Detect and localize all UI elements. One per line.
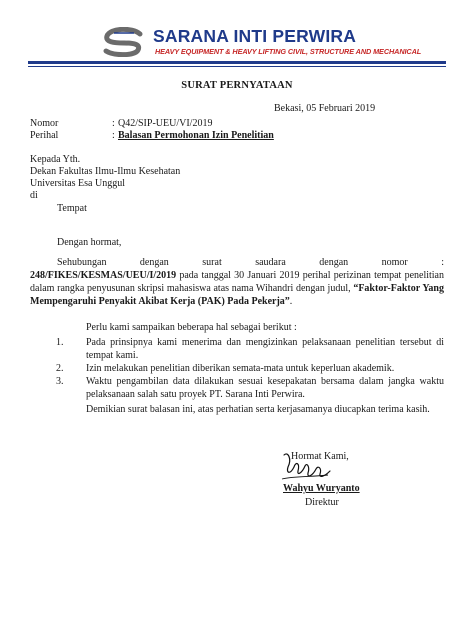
research-title: “Faktor-Faktor Yang Mempengaruhi Penyakit Akibat Kerja (PAK) Pada Pekerja” — [30, 283, 444, 307]
place-date: Bekasi, 05 Februari 2019 — [274, 103, 376, 114]
recipient-line-3: Universitas Esa Unggul — [30, 178, 125, 189]
list-item: Waktu pengambilan data dilakukan sesuai kesepakatan bersama dalam jangka waktu pelaksanaan salah satu proyek PT. Sarana Inti Perwira. — [86, 376, 444, 400]
company-logo-icon — [100, 27, 148, 57]
list-item-number: 1. — [56, 337, 64, 348]
paragraph-2: Perlu kami sampaikan beberapa hal sebagai berikut : — [86, 322, 297, 333]
paragraph-1-text: pada tanggal 30 Januari 2019 perihal perizinan tempat penelitian dalam rangka penyusunan skripsi mahasiswa atas nama Wihandri dengan judul, — [30, 270, 444, 294]
perihal-value: Balasan Permohonan Izin Penelitian — [118, 130, 274, 141]
signature-icon — [278, 449, 336, 485]
recipient-line-5: Tempat — [57, 203, 87, 214]
recipient-line-1: Kepada Yth. — [30, 154, 81, 165]
list-item-number: 2. — [56, 363, 64, 374]
nomor-value: Q42/SIP-UEU/VI/2019 — [118, 118, 213, 129]
perihal-separator: : — [112, 130, 115, 141]
signer-name: Wahyu Wuryanto — [283, 483, 360, 494]
paragraph-1 — [30, 269, 444, 308]
signer-title: Direktur — [305, 497, 339, 508]
paragraph-1-end: . — [289, 296, 293, 307]
company-tagline: HEAVY EQUIPMENT & HEAVY LIFTING CIVIL, STRUCTURE AND MECHANICAL — [155, 47, 422, 56]
regards: Hormat Kami, — [291, 451, 349, 462]
document-title: SURAT PERNYATAAN — [181, 80, 293, 91]
list-item-number: 3. — [56, 376, 64, 387]
nomor-separator: : — [112, 118, 115, 129]
letterhead-rule-thin — [28, 66, 446, 67]
recipient-line-4: di — [30, 190, 38, 201]
recipient-line-2: Dekan Fakultas Ilmu-Ilmu Kesehatan — [30, 166, 181, 177]
list-item: Pada prinsipnya kami menerima dan mengizinkan pelaksanaan penelitian tersebut di tempat kami. — [86, 337, 444, 361]
paragraph-1-lead: Sehubungan dengan surat saudara dengan nomor : — [57, 257, 444, 268]
reference-number: 248/FIKES/KESMAS/UEU/I/2019 — [30, 270, 177, 281]
nomor-label: Nomor — [30, 118, 59, 129]
letterhead-rule — [28, 61, 446, 64]
closing-paragraph: Demikian surat balasan ini, atas perhatian serta kerjasamanya diucapkan terima kasih. — [86, 404, 430, 415]
company-name: SARANA INTI PERWIRA — [153, 26, 357, 46]
greeting: Dengan hormat, — [57, 237, 122, 248]
perihal-label: Perihal — [30, 130, 59, 141]
list-item: Izin melakukan penelitian diberikan semata-mata untuk keperluan akademik. — [86, 363, 395, 374]
